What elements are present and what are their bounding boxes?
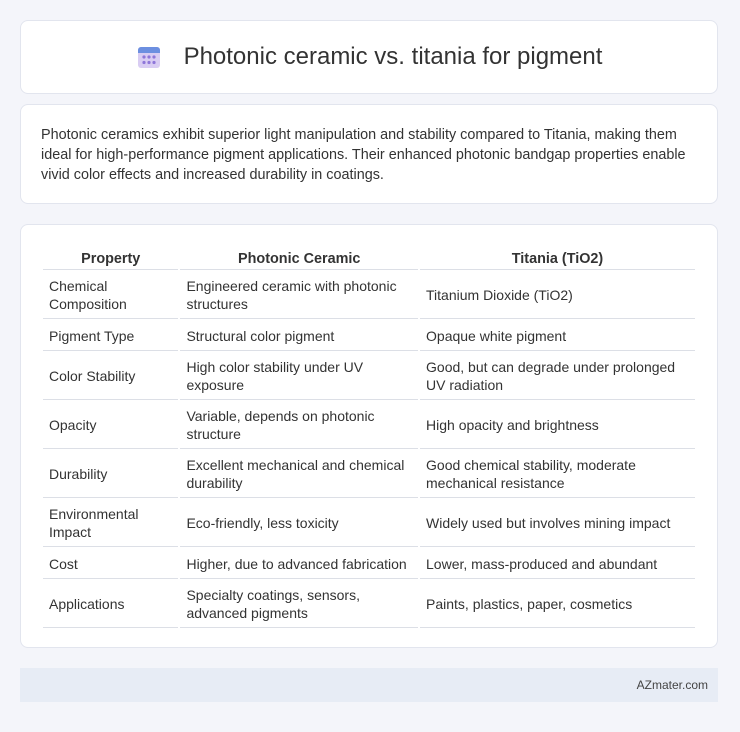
table-row (43, 353, 695, 400)
cell-titania: Widely used but involves mining impact (420, 500, 695, 547)
table-row (43, 402, 695, 449)
cell-property: Cost (43, 549, 178, 579)
cell-photonic-ceramic: Specialty coatings, sensors, advanced pigments (180, 581, 418, 628)
cell-property: Pigment Type (43, 321, 178, 351)
cell-photonic-ceramic: Variable, depends on photonic structure (180, 402, 418, 449)
table-row (43, 500, 695, 547)
cell-titania: Titanium Dioxide (TiO2) (420, 272, 695, 319)
cell-property: Color Stability (43, 353, 178, 400)
cell-property: Chemical Composition (43, 272, 178, 319)
comparison-table (41, 245, 697, 630)
header-titania: Titania (TiO2) (420, 247, 695, 270)
cell-titania: High opacity and brightness (420, 402, 695, 449)
table-row (43, 272, 695, 319)
cell-photonic-ceramic: Higher, due to advanced fabrication (180, 549, 418, 579)
table-row (43, 451, 695, 498)
page-title: Photonic ceramic vs. titania for pigment (183, 43, 603, 70)
table-row (43, 549, 695, 579)
table-row (43, 581, 695, 628)
cell-titania: Paints, plastics, paper, cosmetics (420, 581, 695, 628)
intro-paragraph: Photonic ceramics exhibit superior light manipulation and stability compared to Titania, making them ideal for high-performance pigment applications. Their enhanced photonic bandgap properties enable vivid color effects and increased durability in coatings. (41, 127, 686, 183)
cell-photonic-ceramic: Structural color pigment (180, 321, 418, 351)
comparison-card (20, 224, 718, 648)
table-row (43, 321, 695, 351)
cell-photonic-ceramic: Excellent mechanical and chemical durability (180, 451, 418, 498)
footer-site-name: AZmater.com (636, 678, 708, 692)
intro-card (20, 104, 718, 204)
cell-property: Applications (43, 581, 178, 628)
cell-titania: Opaque white pigment (420, 321, 695, 351)
cell-titania: Good chemical stability, moderate mechanical resistance (420, 451, 695, 498)
footer-bar (20, 668, 718, 702)
cell-property: Environmental Impact (43, 500, 178, 547)
calendar-icon (136, 44, 162, 70)
cell-photonic-ceramic: Eco-friendly, less toxicity (180, 500, 418, 547)
header-property: Property (43, 247, 178, 270)
table-header-row (43, 247, 695, 270)
cell-property: Opacity (43, 402, 178, 449)
cell-property: Durability (43, 451, 178, 498)
cell-titania: Good, but can degrade under prolonged UV radiation (420, 353, 695, 400)
cell-photonic-ceramic: High color stability under UV exposure (180, 353, 418, 400)
title-card (20, 20, 718, 94)
cell-titania: Lower, mass-produced and abundant (420, 549, 695, 579)
cell-photonic-ceramic: Engineered ceramic with photonic structures (180, 272, 418, 319)
header-photonic-ceramic: Photonic Ceramic (180, 247, 418, 270)
